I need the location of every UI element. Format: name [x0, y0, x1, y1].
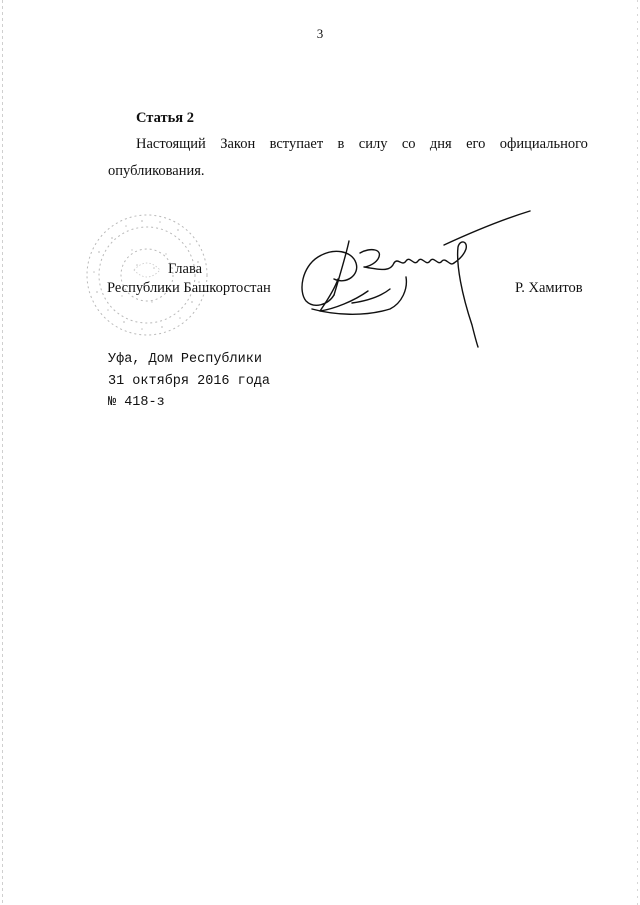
article-word: его	[466, 136, 486, 152]
article-word: вступает	[269, 136, 324, 152]
article-word: официального	[499, 136, 588, 152]
page-number: 3	[316, 26, 324, 41]
article-text-line-1-words	[136, 136, 588, 153]
scan-edge-right	[637, 0, 638, 905]
footer-date: 31 октября 2016 года	[108, 373, 271, 389]
signer-name: Р. Хамитов	[515, 280, 583, 296]
article-word: в	[337, 136, 345, 152]
article-word: Настоящий	[136, 136, 206, 152]
footer-place: Уфа, Дом Республики	[108, 352, 262, 367]
article-word: со	[401, 136, 416, 152]
handwritten-signature-icon	[294, 205, 539, 355]
article-text-line-2: опубликования.	[108, 163, 205, 179]
scan-edge-left	[2, 0, 3, 905]
article-word: силу	[358, 136, 388, 152]
article-text-line-1	[136, 136, 588, 153]
article-word: Закон	[220, 136, 256, 152]
document-footer	[108, 349, 270, 414]
article-heading: Статья 2	[136, 110, 194, 126]
signer-title: Глава	[168, 261, 203, 277]
footer-number: № 418-з	[108, 395, 165, 410]
article-word: дня	[429, 136, 452, 152]
signer-organization: Республики Башкортостан	[107, 280, 271, 296]
